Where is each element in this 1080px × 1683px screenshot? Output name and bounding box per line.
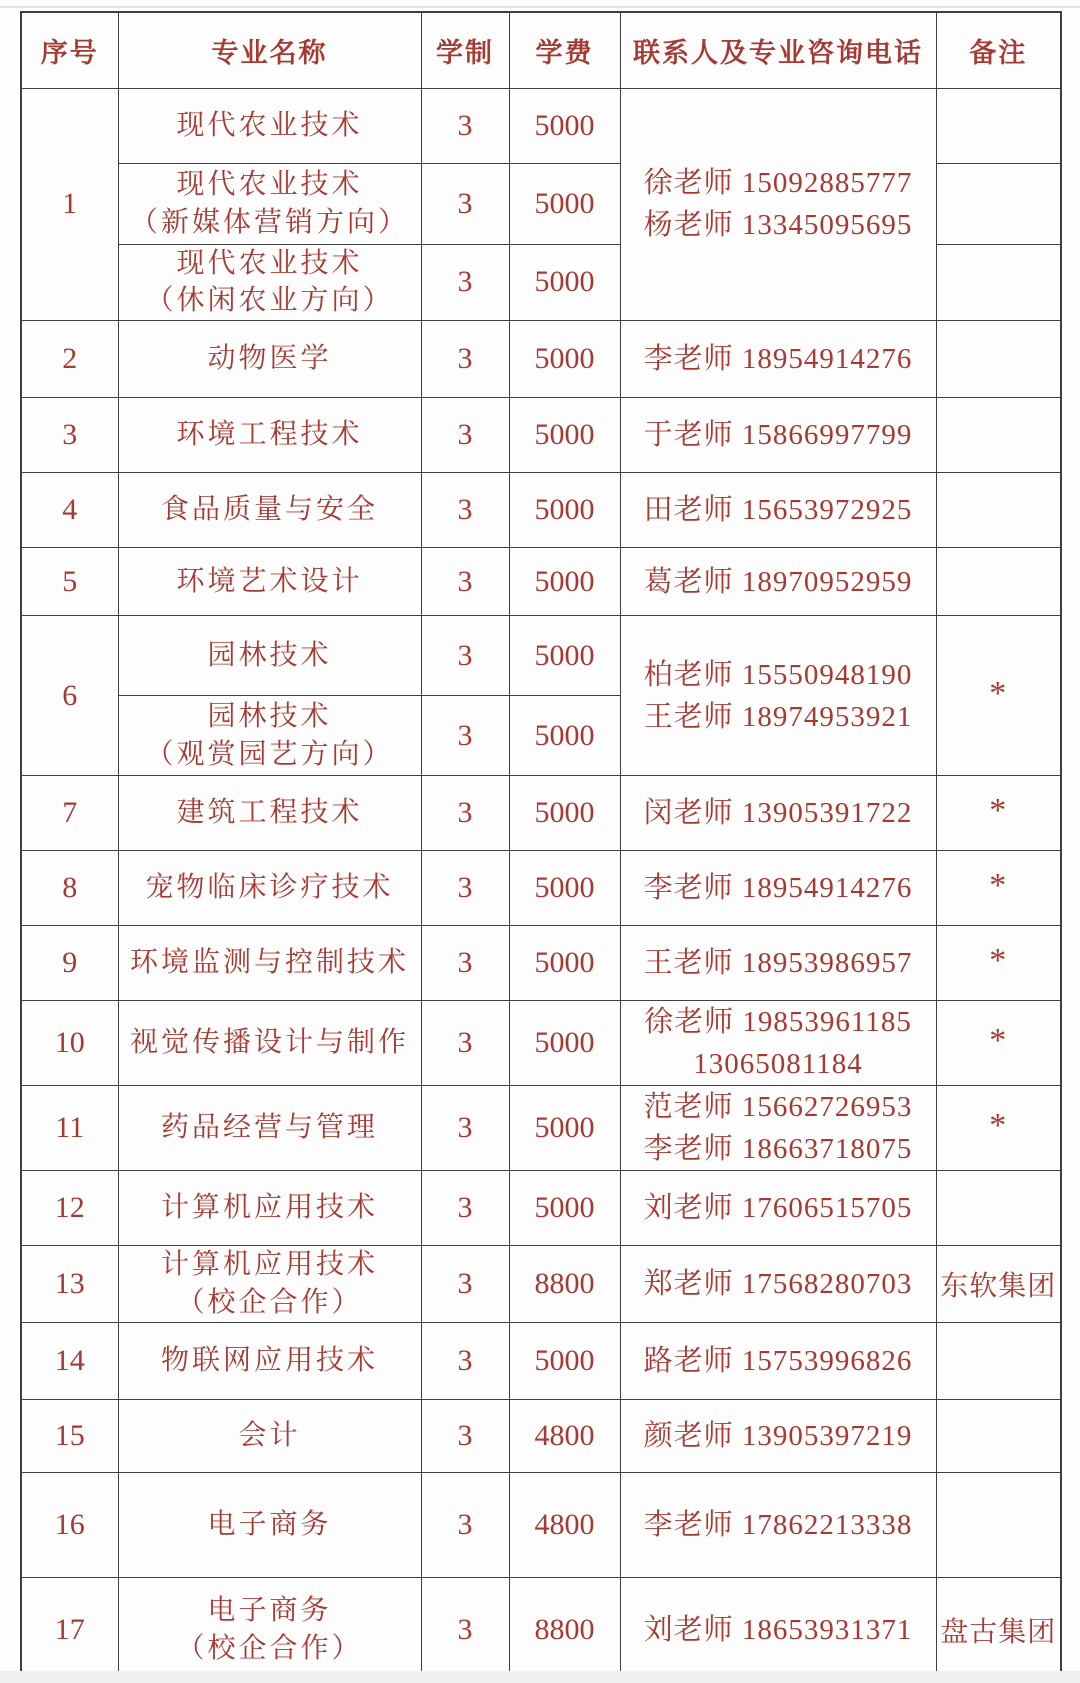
table-row [21,1246,1061,1323]
remark-cell [936,1086,1061,1171]
major-name-line: 电子商务 [207,1594,332,1626]
table-row [21,321,1061,398]
contact-cell [620,473,936,548]
table-row [21,1171,1061,1246]
contact-line: 李老师 18663718075 [643,1133,913,1166]
tuition-cell: 5000 [509,1171,620,1246]
duration-cell: 3 [421,163,509,244]
header-remark: 备注 [936,12,1061,88]
contact-cell [620,1400,936,1473]
major-name-cell [118,616,421,696]
remark-cell [936,163,1061,244]
contact-line: 郑老师 17568280703 [643,1268,913,1301]
major-name-line: 物联网应用技术 [160,1345,378,1377]
major-name-line: （校企合作） [176,1632,363,1664]
table-row [21,88,1061,163]
duration-cell: 3 [421,696,509,776]
major-name-cell [118,244,421,321]
remark-cell [936,1400,1061,1473]
major-name-cell [118,321,421,398]
tuition-cell: 5000 [509,1323,620,1400]
duration-cell: 3 [421,1578,509,1682]
major-name-line: 计算机应用技术 [160,1249,378,1281]
tuition-cell: 8800 [509,1578,620,1682]
table-row [21,473,1061,548]
duration-cell: 3 [421,398,509,473]
majors-table [20,11,1062,1683]
contact-line: 徐老师 19853961185 [644,1006,912,1039]
major-name-line: （观赏园艺方向） [145,738,394,770]
major-name-cell [118,696,421,776]
major-name-cell [118,851,421,926]
contact-line: 颜老师 13905397219 [643,1420,913,1453]
serial-cell: 14 [21,1323,118,1400]
tuition-cell: 5000 [509,696,620,776]
tuition-cell: 5000 [509,163,620,244]
major-name-line: 食品质量与安全 [160,494,378,526]
contact-line: 王老师 18974953921 [643,700,913,733]
duration-cell: 3 [421,1323,509,1400]
serial-cell: 16 [21,1473,118,1578]
remark-cell [936,1473,1061,1578]
major-name-line: 计算机应用技术 [160,1192,378,1224]
duration-cell: 3 [421,1171,509,1246]
remark-cell [936,1171,1061,1246]
major-name-cell [118,88,421,163]
serial-cell: 17 [21,1578,118,1682]
duration-cell: 3 [421,616,509,696]
remark-cell: 东软集团 [936,1246,1061,1323]
table-row [21,926,1061,1001]
contact-cell [620,616,936,776]
contact-cell [620,776,936,851]
top-edge-divider [0,6,1080,8]
duration-cell: 3 [421,1473,509,1578]
major-name-line: 环境艺术设计 [176,565,363,597]
contact-line: 路老师 15753996826 [643,1345,913,1378]
tuition-cell: 5000 [509,548,620,616]
remark-cell [936,926,1061,1001]
serial-cell: 11 [21,1086,118,1171]
contact-line: 李老师 18954914276 [643,343,913,376]
tuition-cell: 5000 [509,473,620,548]
contact-line: 柏老师 15550948190 [643,658,913,691]
contact-line: 徐老师 15092885777 [643,167,913,200]
major-name-line: 园林技术 [207,700,332,732]
serial-cell: 4 [21,473,118,548]
tuition-cell: 5000 [509,321,620,398]
major-name-line: 动物医学 [207,343,332,375]
table-row [21,398,1061,473]
major-name-line: 园林技术 [207,639,332,671]
header-serial: 序号 [21,12,118,88]
contact-cell [620,321,936,398]
table-row [21,1323,1061,1400]
serial-cell: 5 [21,548,118,616]
major-name-cell [118,163,421,244]
table-row [21,548,1061,616]
major-name-line: 电子商务 [207,1509,332,1541]
tuition-cell: 5000 [509,244,620,321]
serial-cell: 7 [21,776,118,851]
tuition-cell: 5000 [509,1001,620,1086]
major-name-cell [118,1473,421,1578]
remark-cell [936,244,1061,321]
tuition-cell: 5000 [509,398,620,473]
tuition-cell: 5000 [509,1086,620,1171]
tuition-cell: 5000 [509,926,620,1001]
table-row [21,776,1061,851]
serial-cell: 12 [21,1171,118,1246]
duration-cell: 3 [421,1246,509,1323]
table-row [21,616,1061,696]
contact-line: 田老师 15653972925 [643,494,913,527]
remark-cell [936,473,1061,548]
serial-cell: 8 [21,851,118,926]
table-row [21,1578,1061,1682]
contact-line: 于老师 15866997799 [643,419,913,452]
major-name-line: 现代农业技术 [176,168,363,200]
duration-cell: 3 [421,851,509,926]
major-name-line: （新媒体营销方向） [129,206,409,238]
serial-cell: 9 [21,926,118,1001]
major-name-line: 现代农业技术 [176,247,363,279]
header-contact: 联系人及专业咨询电话 [620,12,936,88]
contact-cell [620,926,936,1001]
remark-cell [936,616,1061,776]
serial-cell: 13 [21,1246,118,1323]
remark-cell [936,321,1061,398]
contact-line: 范老师 15662726953 [643,1091,913,1124]
table-row [21,1086,1061,1171]
major-name-line: 环境监测与控制技术 [129,947,409,979]
duration-cell: 3 [421,1086,509,1171]
tuition-cell: 8800 [509,1246,620,1323]
major-name-cell [118,1400,421,1473]
contact-cell [620,851,936,926]
contact-cell [620,88,936,321]
contact-cell [620,1578,936,1682]
contact-cell [620,1323,936,1400]
serial-cell: 3 [21,398,118,473]
serial-cell: 1 [21,88,118,321]
tuition-cell: 5000 [509,776,620,851]
contact-line: 闵老师 13905391722 [643,797,913,830]
duration-cell: 3 [421,776,509,851]
asterisk-mark: * [989,867,1008,905]
major-name-cell [118,1086,421,1171]
table-row [21,1400,1061,1473]
serial-cell: 10 [21,1001,118,1086]
major-name-line: （校企合作） [176,1287,363,1319]
duration-cell: 3 [421,926,509,1001]
contact-cell [620,398,936,473]
contact-cell [620,1171,936,1246]
major-name-line: 宠物临床诊疗技术 [145,872,394,904]
table-row [21,1473,1061,1578]
major-name-cell [118,776,421,851]
header-row [21,12,1061,88]
major-name-line: 视觉传播设计与制作 [129,1027,409,1059]
major-name-line: 环境工程技术 [176,419,363,451]
tuition-cell: 4800 [509,1473,620,1578]
major-name-line: 建筑工程技术 [176,797,363,829]
duration-cell: 3 [421,1001,509,1086]
remark-cell [936,88,1061,163]
major-name-cell [118,473,421,548]
major-name-line: 药品经营与管理 [160,1112,378,1144]
asterisk-mark: * [989,1022,1008,1060]
remark-cell [936,548,1061,616]
remark-cell [936,1323,1061,1400]
major-name-cell [118,1578,421,1682]
major-name-cell [118,398,421,473]
serial-cell: 2 [21,321,118,398]
header-tuition: 学费 [509,12,620,88]
table-row [21,851,1061,926]
bottom-page-band [0,1671,1080,1683]
contact-cell [620,1001,936,1086]
major-name-line: （休闲农业方向） [145,285,394,317]
tuition-cell: 5000 [509,88,620,163]
contact-line: 李老师 18954914276 [643,872,913,905]
major-name-cell [118,1171,421,1246]
table-row [21,1001,1061,1086]
contact-cell [620,1246,936,1323]
major-name-line: 会计 [238,1420,301,1452]
contact-line: 葛老师 18970952959 [643,565,913,598]
tuition-cell: 4800 [509,1400,620,1473]
tuition-cell: 5000 [509,616,620,696]
contact-cell [620,548,936,616]
major-name-cell [118,548,421,616]
header-major-name: 专业名称 [118,12,421,88]
serial-cell: 15 [21,1400,118,1473]
major-name-cell [118,1246,421,1323]
duration-cell: 3 [421,548,509,616]
asterisk-mark: * [989,1107,1008,1145]
major-name-cell [118,1323,421,1400]
contact-line: 刘老师 18653931371 [643,1613,913,1646]
duration-cell: 3 [421,88,509,163]
asterisk-mark: * [989,674,1008,712]
contact-line: 杨老师 13345095695 [643,209,913,242]
major-name-cell [118,926,421,1001]
contact-cell [620,1473,936,1578]
tuition-cell: 5000 [509,851,620,926]
major-name-cell [118,1001,421,1086]
duration-cell: 3 [421,1400,509,1473]
remark-cell [936,851,1061,926]
contact-line: 李老师 17862213338 [643,1509,913,1542]
header-duration: 学制 [421,12,509,88]
asterisk-mark: * [989,792,1008,830]
remark-cell [936,398,1061,473]
remark-cell: 盘古集团 [936,1578,1061,1682]
contact-line: 刘老师 17606515705 [643,1192,913,1225]
remark-cell [936,1001,1061,1086]
contact-line: 13065081184 [693,1048,863,1081]
duration-cell: 3 [421,244,509,321]
duration-cell: 3 [421,321,509,398]
duration-cell: 3 [421,473,509,548]
contact-cell [620,1086,936,1171]
asterisk-mark: * [989,942,1008,980]
serial-cell: 6 [21,616,118,776]
contact-line: 王老师 18953986957 [643,947,913,980]
remark-cell [936,776,1061,851]
major-name-line: 现代农业技术 [176,109,363,141]
